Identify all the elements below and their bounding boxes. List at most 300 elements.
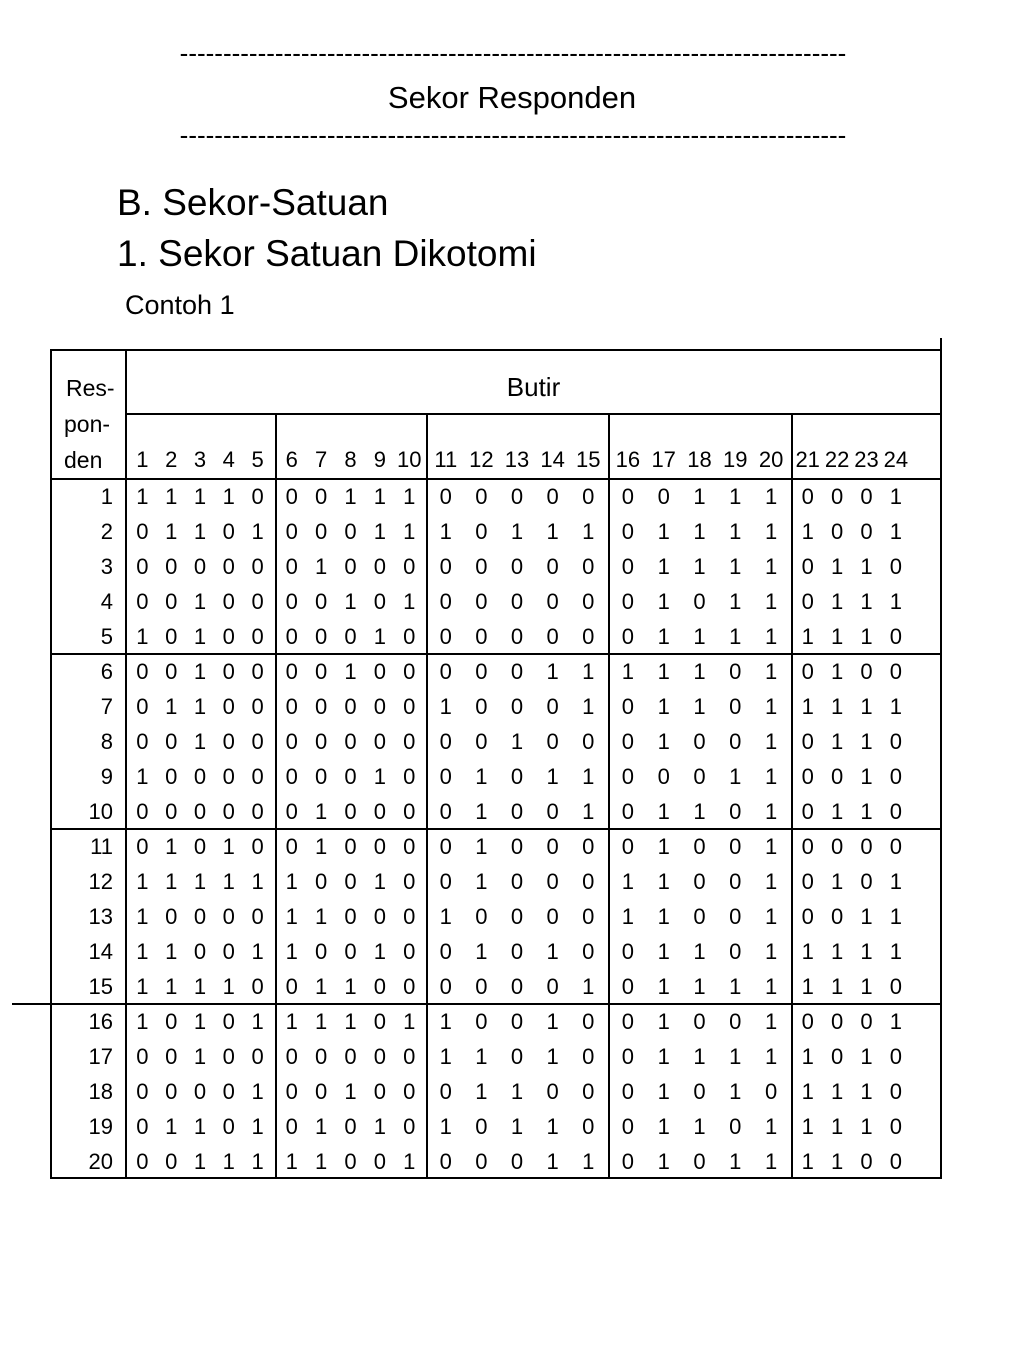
score-cell: 0 (801, 1009, 814, 1034)
table-border-top (50, 349, 942, 351)
score-cell: 1 (136, 764, 149, 789)
score-cell: 0 (222, 659, 235, 684)
score-cell: 0 (314, 1044, 328, 1069)
score-cell: 1 (136, 974, 149, 999)
score-cell: 0 (889, 624, 903, 649)
score-cell: 1 (764, 1009, 778, 1034)
score-cell: 0 (582, 589, 595, 614)
score-cell: 0 (439, 659, 452, 684)
score-cell: 0 (510, 869, 524, 894)
score-cell: 1 (693, 694, 706, 719)
score-cell: 1 (136, 904, 149, 929)
respondent-id: 20 (88, 1149, 113, 1174)
score-cell: 1 (582, 694, 595, 719)
score-table (50, 349, 942, 1177)
score-cell: 0 (285, 519, 298, 544)
score-cell: 1 (764, 799, 778, 824)
score-cell: 0 (285, 1114, 298, 1139)
score-cell: 0 (439, 729, 452, 754)
score-cell: 0 (693, 589, 706, 614)
score-cell: 1 (693, 939, 706, 964)
score-cell: 0 (546, 799, 559, 824)
score-cell: 0 (729, 1114, 742, 1139)
score-cell: 0 (621, 589, 635, 614)
score-cell: 1 (475, 1044, 488, 1069)
score-cell: 1 (764, 1114, 778, 1139)
respondent-id: 6 (100, 659, 113, 684)
score-cell: 0 (510, 764, 524, 789)
score-cell: 0 (582, 1044, 595, 1069)
score-cell: 0 (314, 764, 328, 789)
score-cell: 1 (222, 974, 235, 999)
score-cell: 1 (657, 694, 670, 719)
score-cell: 1 (830, 1149, 844, 1174)
score-cell: 1 (373, 484, 387, 509)
respondent-header-line: den (64, 447, 103, 473)
score-cell: 0 (510, 1009, 524, 1034)
respondent-id: 16 (88, 1009, 113, 1034)
score-cell: 1 (193, 484, 207, 509)
score-cell: 1 (729, 624, 742, 649)
score-cell: 1 (344, 1009, 357, 1034)
items-header: Butir (506, 372, 561, 402)
bottom-dashed-rule: ----------------------------------------------------------------------------- (179, 120, 847, 150)
score-cell: 0 (889, 1044, 903, 1069)
score-cell: 1 (222, 484, 235, 509)
score-cell: 0 (546, 484, 559, 509)
score-cell: 1 (510, 729, 524, 754)
score-cell: 0 (403, 764, 416, 789)
score-cell: 0 (403, 834, 416, 859)
score-cell: 0 (510, 799, 524, 824)
score-cell: 1 (136, 939, 149, 964)
respondent-header-line: Res- (66, 375, 115, 401)
score-cell: 0 (285, 729, 298, 754)
score-cell: 1 (860, 1114, 873, 1139)
score-cell: 0 (373, 589, 387, 614)
score-cell: 1 (510, 519, 524, 544)
score-cell: 1 (439, 694, 452, 719)
score-cell: 0 (344, 519, 357, 544)
score-cell: 1 (314, 974, 328, 999)
score-cell: 0 (801, 869, 814, 894)
score-cell: 1 (373, 869, 387, 894)
score-cell: 0 (136, 1114, 149, 1139)
score-cell: 0 (373, 1009, 387, 1034)
score-cell: 0 (251, 904, 264, 929)
item-number: 20 (758, 447, 784, 472)
score-cell: 1 (693, 1044, 706, 1069)
score-cell: 0 (657, 484, 670, 509)
subsection-heading: 1. Sekor Satuan Dikotomi (117, 233, 537, 274)
row-block-separator (50, 653, 942, 655)
score-cell: 1 (136, 1009, 149, 1034)
score-cell: 0 (403, 729, 416, 754)
score-cell: 0 (693, 869, 706, 894)
score-cell: 0 (889, 1149, 903, 1174)
score-cell: 0 (403, 904, 416, 929)
score-cell: 0 (475, 694, 488, 719)
score-cell: 1 (889, 939, 903, 964)
score-cell: 0 (344, 904, 357, 929)
score-cell: 0 (889, 834, 903, 859)
score-cell: 0 (136, 1149, 149, 1174)
score-cell: 1 (193, 519, 207, 544)
score-cell: 1 (693, 659, 706, 684)
score-cell: 1 (830, 694, 844, 719)
score-cell: 1 (193, 1009, 207, 1034)
score-cell: 0 (621, 554, 635, 579)
respondent-id: 15 (88, 974, 113, 999)
score-cell: 0 (193, 1079, 207, 1104)
score-cell: 0 (403, 554, 416, 579)
score-cell: 1 (475, 939, 488, 964)
score-cell: 0 (403, 939, 416, 964)
score-cell: 0 (251, 659, 264, 684)
score-cell: 1 (165, 974, 178, 999)
score-cell: 0 (621, 1009, 635, 1034)
score-cell: 1 (830, 974, 844, 999)
score-cell: 0 (251, 974, 264, 999)
score-cell: 0 (582, 904, 595, 929)
score-cell: 1 (582, 519, 595, 544)
respondent-id: 18 (88, 1079, 113, 1104)
score-cell: 0 (222, 764, 235, 789)
score-cell: 0 (403, 1114, 416, 1139)
score-cell: 0 (439, 1079, 452, 1104)
score-cell: 0 (251, 764, 264, 789)
score-cell: 0 (251, 1044, 264, 1069)
score-cell: 0 (193, 799, 207, 824)
score-cell: 0 (889, 764, 903, 789)
score-cell: 1 (439, 519, 452, 544)
score-cell: 1 (193, 589, 207, 614)
score-cell: 1 (801, 1044, 814, 1069)
score-cell: 0 (582, 1079, 595, 1104)
score-cell: 0 (801, 659, 814, 684)
score-cell: 0 (830, 834, 844, 859)
score-cell: 0 (439, 974, 452, 999)
score-cell: 0 (830, 904, 844, 929)
item-number: 16 (615, 447, 641, 472)
score-cell: 1 (314, 1149, 328, 1174)
score-cell: 0 (136, 589, 149, 614)
score-cell: 1 (373, 519, 387, 544)
score-cell: 1 (373, 1114, 387, 1139)
score-cell: 1 (729, 1079, 742, 1104)
score-cell: 1 (860, 799, 873, 824)
score-cell: 0 (251, 729, 264, 754)
score-cell: 0 (314, 729, 328, 754)
score-cell: 1 (830, 799, 844, 824)
score-cell: 0 (165, 1044, 178, 1069)
score-cell: 0 (889, 659, 903, 684)
score-cell: 1 (136, 484, 149, 509)
score-cell: 1 (764, 624, 778, 649)
score-cell: 0 (222, 554, 235, 579)
score-cell: 0 (314, 694, 328, 719)
score-cell: 0 (889, 1114, 903, 1139)
score-cell: 1 (889, 869, 903, 894)
score-cell: 1 (889, 484, 903, 509)
score-cell: 0 (546, 834, 559, 859)
score-cell: 0 (475, 1114, 488, 1139)
score-cell: 1 (729, 974, 742, 999)
score-cell: 0 (510, 694, 524, 719)
score-cell: 1 (344, 974, 357, 999)
score-cell: 0 (314, 484, 328, 509)
score-cell: 0 (439, 764, 452, 789)
score-cell: 0 (251, 484, 264, 509)
score-cell: 0 (801, 799, 814, 824)
score-cell: 1 (764, 659, 778, 684)
score-cell: 0 (582, 1009, 595, 1034)
score-cell: 1 (830, 939, 844, 964)
score-cell: 0 (165, 589, 178, 614)
score-cell: 1 (860, 939, 873, 964)
score-cell: 0 (546, 869, 559, 894)
score-cell: 0 (439, 1149, 452, 1174)
score-cell: 1 (657, 624, 670, 649)
score-cell: 0 (621, 1149, 635, 1174)
score-cell: 0 (475, 1009, 488, 1034)
score-cell: 1 (693, 799, 706, 824)
score-cell: 0 (510, 939, 524, 964)
score-cell: 0 (582, 869, 595, 894)
score-cell: 1 (860, 624, 873, 649)
score-cell: 1 (582, 799, 595, 824)
respondent-id: 19 (88, 1114, 113, 1139)
score-cell: 1 (889, 1009, 903, 1034)
score-cell: 1 (344, 1079, 357, 1104)
respondent-id: 9 (100, 764, 113, 789)
score-cell: 0 (889, 554, 903, 579)
score-cell: 0 (546, 974, 559, 999)
score-cell: 0 (510, 904, 524, 929)
score-cell: 1 (830, 1114, 844, 1139)
score-cell: 1 (193, 729, 207, 754)
score-cell: 1 (403, 1149, 416, 1174)
item-number: 24 (883, 447, 909, 472)
score-cell: 1 (693, 1114, 706, 1139)
score-cell: 1 (801, 624, 814, 649)
score-cell: 1 (764, 764, 778, 789)
score-cell: 0 (165, 764, 178, 789)
score-cell: 1 (285, 1009, 298, 1034)
score-cell: 1 (889, 904, 903, 929)
score-cell: 0 (475, 974, 488, 999)
score-cell: 1 (621, 904, 635, 929)
score-cell: 1 (764, 1149, 778, 1174)
score-cell: 0 (344, 694, 357, 719)
score-cell: 0 (314, 939, 328, 964)
score-cell: 1 (285, 904, 298, 929)
score-cell: 1 (193, 1114, 207, 1139)
score-cell: 1 (860, 904, 873, 929)
score-cell: 0 (729, 799, 742, 824)
score-cell: 1 (251, 1149, 264, 1174)
score-cell: 1 (193, 1149, 207, 1174)
row-block-separator (50, 828, 942, 830)
score-cell: 1 (729, 1149, 742, 1174)
score-cell: 0 (373, 834, 387, 859)
score-cell: 1 (830, 624, 844, 649)
score-cell: 1 (344, 589, 357, 614)
score-cell: 1 (193, 694, 207, 719)
item-number: 14 (540, 447, 565, 472)
item-number: 10 (397, 447, 422, 472)
score-cell: 0 (657, 764, 670, 789)
score-cell: 0 (475, 519, 488, 544)
item-number: 5 (251, 447, 264, 472)
score-cell: 0 (860, 1009, 873, 1034)
score-cell: 1 (764, 694, 778, 719)
score-cell: 0 (439, 939, 452, 964)
score-cell: 1 (251, 1079, 264, 1104)
score-cell: 1 (314, 1114, 328, 1139)
score-cell: 0 (285, 589, 298, 614)
score-cell: 0 (165, 659, 178, 684)
score-cell: 0 (475, 554, 488, 579)
score-cell: 0 (546, 1079, 559, 1104)
score-cell: 1 (251, 1009, 264, 1034)
item-number: 23 (854, 447, 879, 472)
score-cell: 1 (582, 659, 595, 684)
score-cell: 0 (475, 589, 488, 614)
score-cell: 1 (546, 1009, 559, 1034)
respondent-id: 3 (100, 554, 113, 579)
item-number: 9 (373, 447, 387, 472)
score-cell: 1 (546, 939, 559, 964)
score-cell: 0 (222, 519, 235, 544)
score-cell: 0 (285, 764, 298, 789)
score-cell: 1 (510, 1079, 524, 1104)
score-cell: 1 (546, 519, 559, 544)
score-cell: 1 (222, 869, 235, 894)
score-cell: 0 (830, 519, 844, 544)
respondent-id: 12 (88, 869, 113, 894)
score-cell: 0 (251, 834, 264, 859)
score-cell: 1 (621, 659, 635, 684)
score-cell: 0 (314, 519, 328, 544)
score-cell: 0 (344, 834, 357, 859)
score-cell: 0 (193, 554, 207, 579)
score-cell: 0 (830, 1044, 844, 1069)
score-cell: 0 (285, 694, 298, 719)
score-cell: 0 (510, 834, 524, 859)
score-cell: 1 (285, 939, 298, 964)
score-cell: 0 (860, 869, 873, 894)
score-cell: 1 (860, 554, 873, 579)
score-cell: 0 (510, 1044, 524, 1069)
score-cell: 0 (475, 904, 488, 929)
score-cell: 1 (344, 484, 357, 509)
score-cell: 1 (165, 519, 178, 544)
score-cell: 1 (830, 554, 844, 579)
score-cell: 0 (475, 624, 488, 649)
score-cell: 1 (546, 764, 559, 789)
score-cell: 1 (251, 939, 264, 964)
score-cell: 0 (621, 694, 635, 719)
score-cell: 1 (165, 834, 178, 859)
score-cell: 0 (693, 1009, 706, 1034)
respondent-id: 5 (100, 624, 113, 649)
score-cell: 1 (801, 939, 814, 964)
score-cell: 0 (475, 659, 488, 684)
score-cell: 1 (764, 729, 778, 754)
respondent-id: 8 (100, 729, 113, 754)
score-cell: 0 (830, 1009, 844, 1034)
score-cell: 1 (657, 659, 670, 684)
score-cell: 1 (764, 554, 778, 579)
score-cell: 0 (165, 1009, 178, 1034)
score-cell: 0 (344, 939, 357, 964)
item-number: 4 (222, 447, 235, 472)
score-cell: 1 (165, 1114, 178, 1139)
score-cell: 0 (621, 1079, 635, 1104)
score-cell: 1 (136, 624, 149, 649)
score-cell: 0 (193, 904, 207, 929)
score-cell: 1 (546, 1114, 559, 1139)
score-cell: 0 (251, 694, 264, 719)
score-cell: 0 (546, 554, 559, 579)
item-number: 12 (469, 447, 494, 472)
score-cell: 0 (729, 869, 742, 894)
score-cell: 1 (193, 869, 207, 894)
score-cell: 0 (582, 939, 595, 964)
score-cell: 1 (582, 764, 595, 789)
score-cell: 0 (546, 904, 559, 929)
score-cell: 1 (764, 519, 778, 544)
score-cell: 0 (403, 624, 416, 649)
score-cell: 0 (801, 589, 814, 614)
score-cell: 0 (621, 974, 635, 999)
score-cell: 0 (251, 799, 264, 824)
score-cell: 1 (285, 1149, 298, 1174)
score-cell: 0 (222, 904, 235, 929)
score-cell: 1 (546, 659, 559, 684)
item-number: 19 (723, 447, 748, 472)
score-cell: 1 (475, 1079, 488, 1104)
score-cell: 0 (582, 834, 595, 859)
score-cell: 0 (475, 1149, 488, 1174)
score-cell: 0 (285, 799, 298, 824)
score-cell: 1 (860, 589, 873, 614)
score-cell: 0 (830, 764, 844, 789)
respondent-id: 11 (90, 834, 113, 859)
score-cell: 0 (582, 729, 595, 754)
score-cell: 0 (621, 834, 635, 859)
respondent-id: 7 (100, 694, 113, 719)
score-cell: 1 (801, 974, 814, 999)
score-cell: 1 (546, 1044, 559, 1069)
score-cell: 1 (764, 869, 778, 894)
score-cell: 0 (251, 554, 264, 579)
score-cell: 1 (165, 939, 178, 964)
score-cell: 1 (729, 554, 742, 579)
score-cell: 1 (657, 1009, 670, 1034)
score-cell: 0 (222, 624, 235, 649)
score-cell: 0 (285, 624, 298, 649)
score-cell: 1 (475, 834, 488, 859)
score-cell: 1 (693, 554, 706, 579)
score-cell: 0 (285, 834, 298, 859)
score-cell: 0 (222, 1044, 235, 1069)
score-cell: 0 (165, 729, 178, 754)
score-cell: 0 (546, 624, 559, 649)
score-cell: 1 (193, 624, 207, 649)
score-cell: 0 (860, 484, 873, 509)
